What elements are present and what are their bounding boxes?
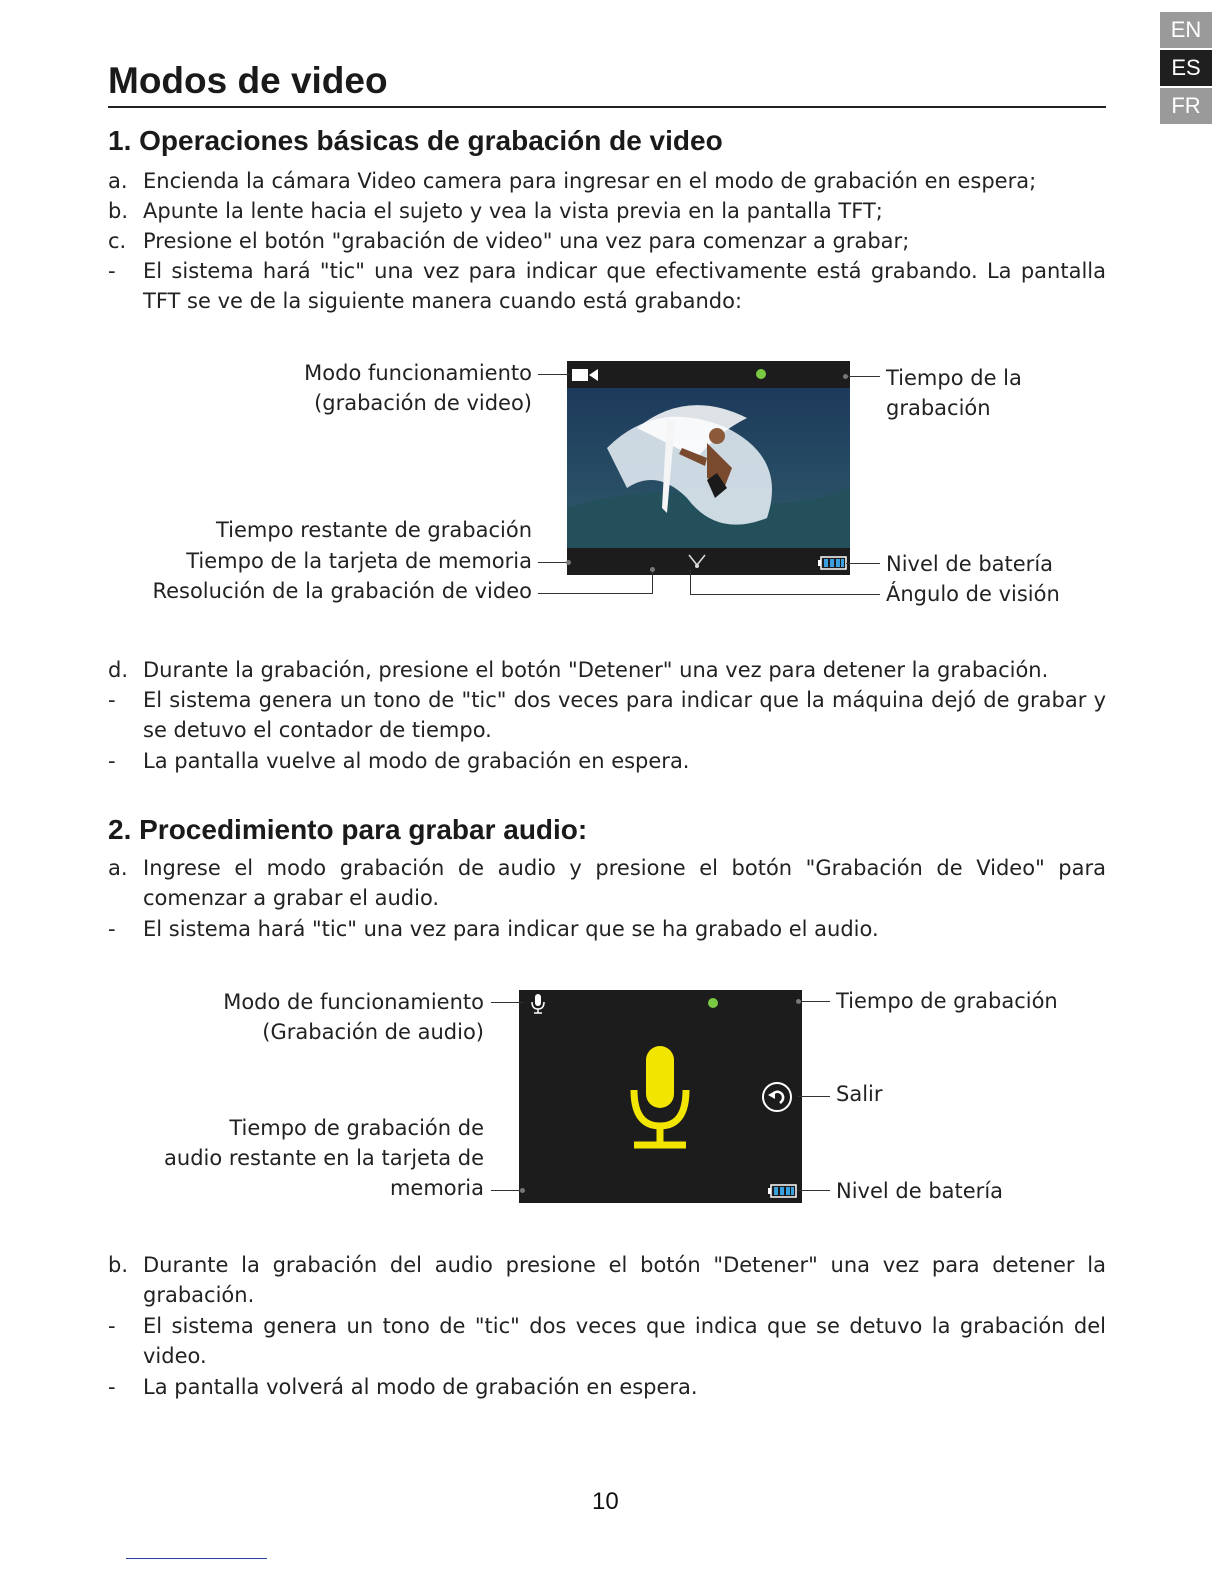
label-viewing-angle: Ángulo de visión — [886, 582, 1060, 606]
list-marker: - — [108, 749, 116, 773]
lang-tab-fr[interactable]: FR — [1160, 88, 1212, 124]
leader-dot — [843, 374, 848, 379]
label-audio-mode-line1: Modo de funcionamiento — [223, 990, 484, 1014]
label-audio-remaining-line1: Tiempo de grabación de — [229, 1116, 484, 1140]
leader-line — [491, 1002, 523, 1003]
leader-dot — [650, 567, 655, 572]
leader-line — [690, 570, 691, 595]
list-text: Encienda la cámara Video camera para ingresar en el modo de grabación en espera; — [143, 169, 1037, 193]
list-text: El sistema genera un tono de "tic" dos veces para indicar que la máquina dejó de grabar y se detuvo el contador de tiempo. — [143, 688, 1106, 742]
label-mode-line2: (grabación de video) — [314, 391, 532, 415]
leader-line — [538, 374, 570, 375]
list-text: El sistema hará "tic" una vez para indicar que se ha grabado el audio. — [143, 917, 879, 941]
label-exit: Salir — [836, 1082, 883, 1106]
label-remaining-time: Tiempo restante de grabación — [215, 518, 532, 542]
battery-icon — [818, 555, 848, 574]
list-text: Durante la grabación, presione el botón "Detener" una vez para detener la grabación. — [143, 658, 1049, 682]
list-item — [108, 196, 1106, 226]
list-text: La pantalla volverá al modo de grabación en espera. — [143, 1375, 698, 1399]
list-marker: a. — [108, 856, 128, 880]
microphone-large-icon — [628, 1042, 692, 1154]
label-audio-battery: Nivel de batería — [836, 1179, 1004, 1203]
list-item — [108, 1250, 1106, 1310]
list-item — [108, 226, 1106, 256]
list-item — [108, 1372, 1106, 1402]
leader-line — [491, 1190, 523, 1191]
list-text: El sistema genera un tono de "tic" dos veces que indica que se detuvo la grabación del video. — [143, 1314, 1106, 1368]
leader-line — [690, 594, 880, 595]
list-item — [108, 655, 1106, 685]
list-item — [108, 166, 1106, 196]
leader-dot — [520, 1188, 525, 1193]
leader-dot — [566, 560, 571, 565]
list-marker: - — [108, 1314, 116, 1338]
list-marker: - — [108, 1375, 116, 1399]
label-audio-mode-line2: (Grabación de audio) — [262, 1020, 484, 1044]
label-audio-time: Tiempo de grabación — [836, 989, 1058, 1013]
leader-line — [798, 1096, 830, 1097]
list-marker: a. — [108, 169, 128, 193]
label-audio-remaining-line3: memoria — [389, 1176, 484, 1200]
exit-back-icon[interactable] — [761, 1081, 793, 1117]
leader-line — [538, 593, 653, 594]
label-resolution: Resolución de la grabación de video — [152, 579, 532, 603]
section2-heading: 2. Procedimiento para grabar audio: — [108, 814, 588, 845]
list-text: Apunte la lente hacia el sujeto y vea la vista previa en la pantalla TFT; — [143, 199, 883, 223]
label-audio-remaining-line2: audio restante en la tarjeta de — [164, 1146, 484, 1170]
list-item — [108, 746, 1106, 776]
lang-tab-en[interactable]: EN — [1160, 12, 1212, 48]
page-title: Modos de video — [108, 60, 388, 101]
list-text: El sistema hará "tic" una vez para indicar que efectivamente está grabando. La pantalla TFT se ve de la siguiente manera cuando está grabando: — [143, 259, 1106, 313]
label-battery: Nivel de batería — [886, 552, 1054, 576]
battery-icon — [768, 1183, 798, 1202]
list-marker: b. — [108, 1253, 129, 1277]
leader-line — [846, 376, 880, 377]
label-card-time: Tiempo de la tarjeta de memoria — [186, 549, 532, 573]
microphone-small-icon — [530, 993, 546, 1019]
list-item — [108, 914, 1106, 944]
surfer-preview-image — [567, 388, 850, 548]
video-camera-icon — [572, 367, 600, 387]
list-item — [108, 256, 1106, 316]
section1-heading: 1. Operaciones básicas de grabación de video — [108, 125, 723, 156]
list-marker: d. — [108, 658, 129, 682]
label-time-line1: Tiempo de la — [886, 366, 1022, 390]
list-marker: c. — [108, 229, 127, 253]
leader-dot — [796, 999, 801, 1004]
list-text: Durante la grabación del audio presione el botón "Detener" una vez para detener la grabación. — [143, 1253, 1106, 1307]
record-indicator-dot — [756, 369, 766, 379]
list-text: La pantalla vuelve al modo de grabación en espera. — [143, 749, 690, 773]
list-text: Ingrese el modo grabación de audio y presione el botón "Grabación de Video" para comenzar a grabar el audio. — [143, 856, 1106, 910]
page-number: 10 — [592, 1488, 619, 1515]
label-time-line2: grabación — [886, 396, 991, 420]
list-marker: - — [108, 688, 116, 712]
leader-line — [798, 1190, 830, 1191]
leader-line — [652, 569, 653, 594]
list-text: Presione el botón "grabación de video" una vez para comenzar a grabar; — [143, 229, 910, 253]
footer-rule — [126, 1558, 267, 1559]
list-item — [108, 853, 1106, 913]
leader-line — [798, 1001, 830, 1002]
label-mode-line1: Modo funcionamiento — [304, 361, 532, 385]
leader-line — [846, 563, 880, 564]
lang-tab-es[interactable]: ES — [1160, 50, 1212, 86]
list-item — [108, 1311, 1106, 1371]
list-marker: b. — [108, 199, 129, 223]
list-marker: - — [108, 917, 116, 941]
record-indicator-dot — [708, 998, 718, 1008]
list-item — [108, 685, 1106, 745]
list-marker: - — [108, 259, 116, 283]
title-divider — [108, 106, 1106, 108]
